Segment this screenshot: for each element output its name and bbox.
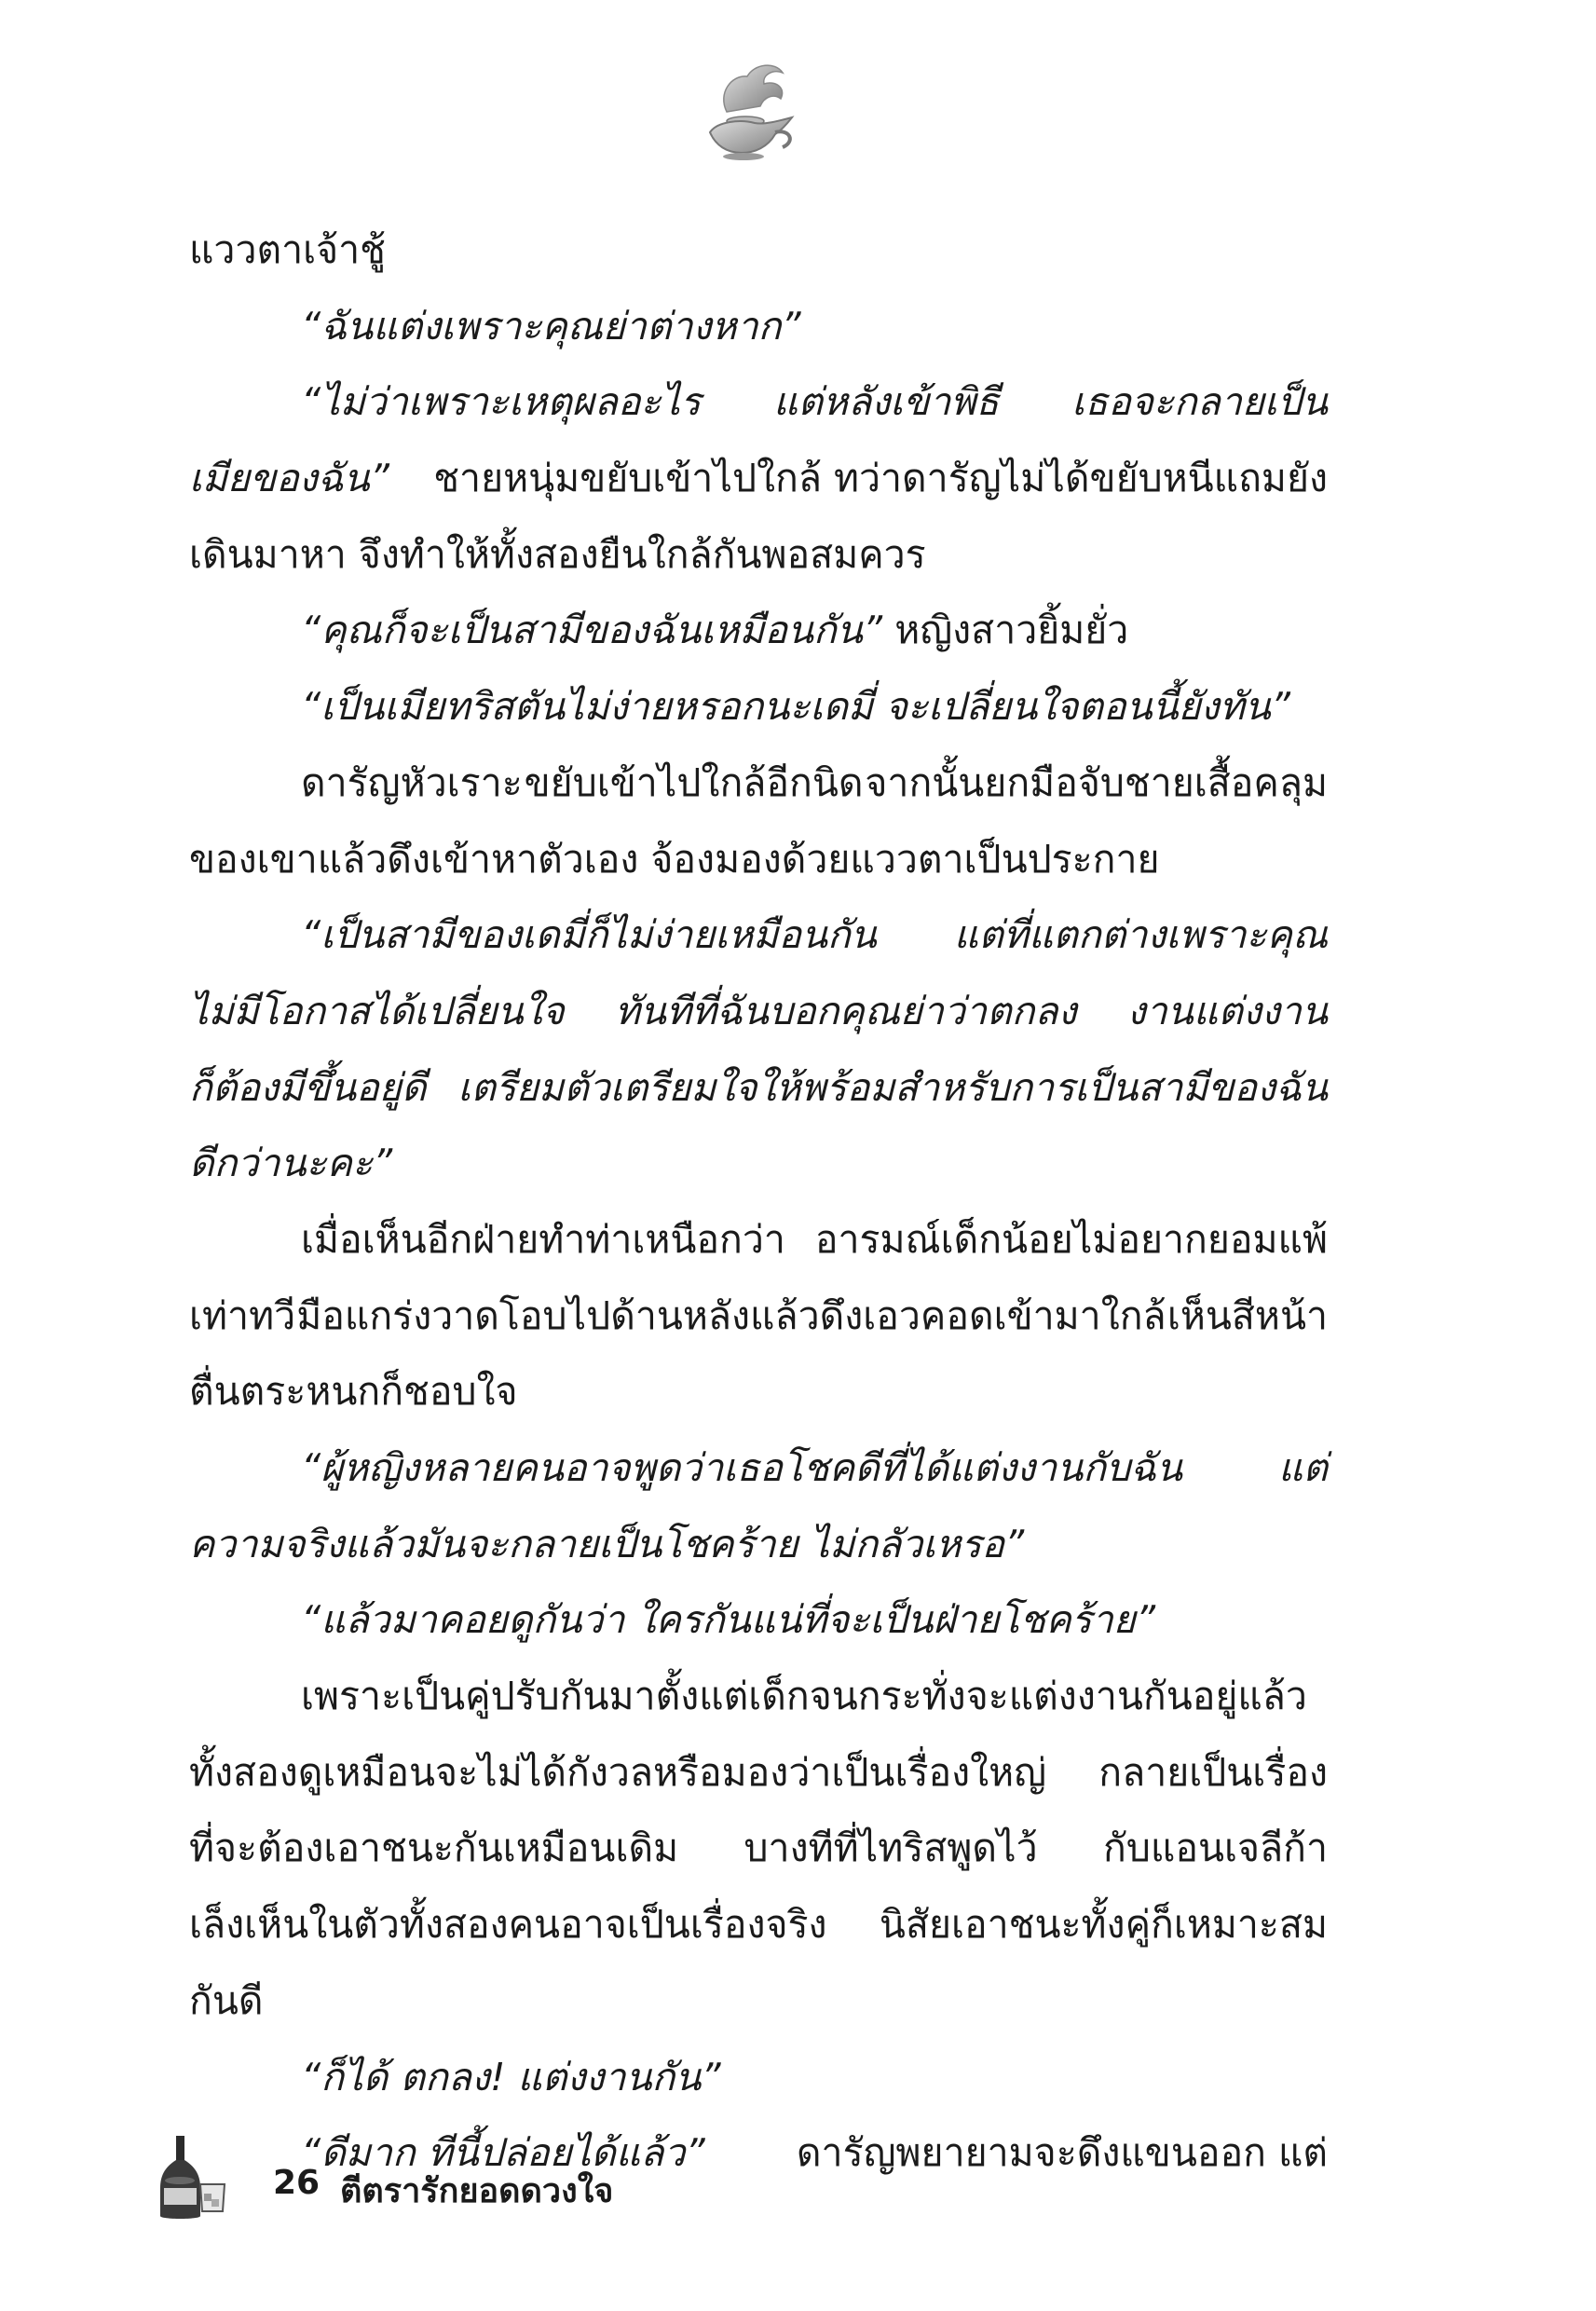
whisky-glass-icon <box>198 2179 227 2214</box>
dialogue-line: ก็ต้องมีขึ้นอยู่ดี เตรียมตัวเตรียมใจให้พร้อมสำหรับการเป็นสามีของฉัน <box>189 1064 1328 1110</box>
mixed-line: เมียของฉัน” ชายหนุ่มขยับเข้าไปใกล้ ทว่าดารัญไม่ได้ขยับหนีแถมยัง <box>189 456 1328 501</box>
book-title: ตีตรารักยอดดวงใจ <box>340 2172 614 2210</box>
text-line: เดินมาหา จึงทำให้ทั้งสองยืนใกล้กันพอสมควร <box>189 531 926 577</box>
body-text <box>189 212 1328 2192</box>
text-line: แววตาเจ้าชู้ <box>189 227 387 272</box>
text-line: กันดี <box>189 1977 264 2023</box>
dialogue-line: “เป็นสามีของเดมี่ก็ไม่ง่ายเหมือนกัน แต่ที่แตกต่างเพราะคุณ <box>301 912 1328 958</box>
text-line: ดารัญหัวเราะ ขยับเข้าไปใกล้อีกนิด จากนั้นยกมือจับชายเสื้อคลุม <box>301 759 1328 805</box>
text-line: เท่าทวี มือแกร่งวาดโอบไปด้านหลังแล้วดึงเอวคอดเข้ามาใกล้ เห็นสีหน้า <box>189 1292 1328 1338</box>
dialogue-line: “เป็นเมียทริสตันไม่ง่ายหรอกนะเดมี่ จะเปลี่ยนใจตอนนี้ยังทัน” <box>301 684 1290 730</box>
dialogue-line: “แล้วมาคอยดูกันว่า ใครกันแน่ที่จะเป็นฝ่ายโชคร้าย” <box>301 1597 1156 1643</box>
text-line: ของเขาแล้วดึงเข้าหาตัวเอง จ้องมองด้วยแววตาเป็นประกาย <box>189 836 1160 882</box>
text-line: ตื่นตระหนกก็ชอบใจ <box>189 1369 518 1415</box>
text-line: เล็งเห็นในตัวทั้งสองคนอาจเป็นเรื่องจริง นิสัยเอาชนะทั้งคู่ก็เหมาะสม <box>189 1902 1328 1948</box>
text-line: ที่จะต้องเอาชนะกันเหมือนเดิม บางทีที่ไทริสพูดไว้ กับแอนเจลีก้า <box>189 1826 1328 1871</box>
text-line: ทั้งสองดูเหมือนจะไม่ได้กังวลหรือมองว่าเป็นเรื่องใหญ่ กลายเป็นเรื่อง <box>189 1749 1328 1795</box>
dialogue-line: ความจริงแล้วมันจะกลายเป็นโชคร้าย ไม่กลัวเหรอ” <box>189 1521 1025 1566</box>
dialogue-line: “ผู้หญิงหลายคนอาจพูดว่าเธอโชคดีที่ได้แต่งงานกับฉัน แต่ <box>301 1445 1328 1490</box>
dialogue-line: “ฉันแต่งเพราะคุณย่าต่างหาก” <box>301 303 801 349</box>
text-line: เมื่อเห็นอีกฝ่ายทำท่าเหนือกว่า อารมณ์เด็กน้อยไม่อยากยอมแพ้ <box>301 1216 1328 1262</box>
dialogue-line: ไม่มีโอกาสได้เปลี่ยนใจ ทันทีที่ฉันบอกคุณย่าว่าตกลง งานแต่งงาน <box>189 988 1328 1033</box>
dialogue-line: “ก็ได้ ตกลง! แต่งงานกัน” <box>301 2054 721 2099</box>
mixed-line: “คุณก็จะเป็นสามีของฉันเหมือนกัน” หญิงสาวยิ้มยั่ว <box>301 608 1129 653</box>
page-number: 26 <box>273 2164 321 2202</box>
page-footer <box>149 2134 801 2227</box>
text-line: เพราะเป็นคู่ปรับกันมาตั้งแต่เด็กจนกระทั่งจะแต่งงานกันอยู่แล้ว <box>301 1674 1307 1719</box>
dialogue-line: “ไม่ว่าเพราะเหตุผลอะไร แต่หลังเข้าพิธี เธอจะกลายเป็น <box>301 379 1328 425</box>
dialogue-line: ดีกว่านะคะ” <box>189 1141 393 1186</box>
genie-lamp-icon <box>689 56 811 168</box>
mixed-line: “ดีมาก ทีนี้ปล่อยได้แล้ว” ดารัญพยายามจะดึงแขนออก แต่ <box>301 2130 1328 2176</box>
